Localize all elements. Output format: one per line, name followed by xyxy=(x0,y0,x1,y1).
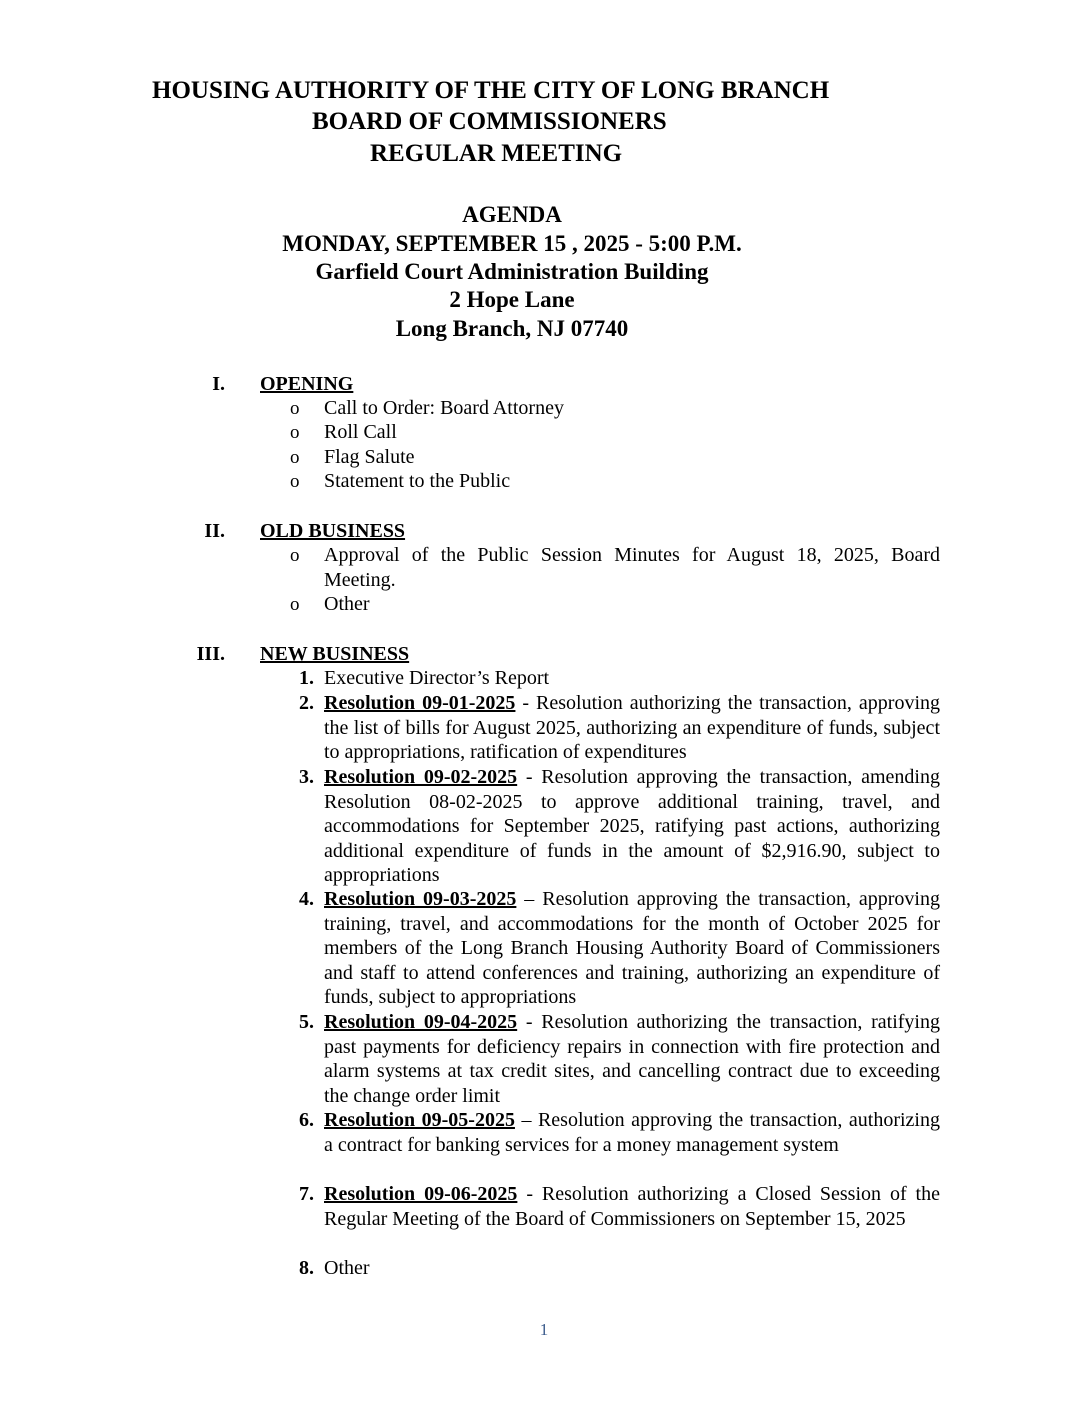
list-item: Call to Order: Board Attorney xyxy=(324,397,564,419)
list-item xyxy=(324,887,940,1010)
list-item xyxy=(324,1256,940,1281)
list-item xyxy=(324,1108,940,1157)
list-item: Other xyxy=(324,593,370,615)
bullet-icon: o xyxy=(290,471,300,492)
resolution-number: Resolution 09-02-2025 xyxy=(324,766,518,788)
meeting-building: Garfield Court Administration Building xyxy=(315,259,709,284)
list-item: Statement to the Public xyxy=(324,470,511,492)
section-numeral: II. xyxy=(204,520,225,542)
item-number: 3. xyxy=(299,766,314,788)
section-numeral: I. xyxy=(212,373,225,395)
resolution-number: Resolution 09-06-2025 xyxy=(324,1183,518,1205)
list-item xyxy=(324,1010,940,1108)
item-text: - Resolution authorizing the transaction, approving the list of bills for August 2025, authorizing an expenditure of funds, subject to appropriations, ratification of expenditures xyxy=(324,692,941,764)
item-text: - Resolution authorizing a Closed Session of the Regular Meeting of the Board of Commissioners on September 15, 2025 xyxy=(324,1183,940,1230)
item-number: 8. xyxy=(299,1257,314,1279)
authority-title: HOUSING AUTHORITY OF THE CITY OF LONG BRANCH xyxy=(152,77,830,104)
item-text: - Resolution authorizing the transaction, ratifying past payments for deficiency repairs in connection with fire protection and alarm systems at tax credit sites, and cancelling contract due to exceeding the change order limit xyxy=(324,1011,940,1107)
item-number: 5. xyxy=(299,1011,314,1033)
bullet-icon: o xyxy=(290,398,300,419)
list-item xyxy=(324,666,940,691)
item-number: 4. xyxy=(299,888,314,910)
item-text: – Resolution approving the transaction, authorizing a contract for banking services for a money management system xyxy=(324,1109,940,1156)
board-title: BOARD OF COMMISSIONERS xyxy=(312,108,667,135)
item-text: Executive Director’s Report xyxy=(324,667,550,689)
resolution-number: Resolution 09-03-2025 xyxy=(324,888,517,910)
list-item xyxy=(324,691,940,765)
meeting-city: Long Branch, NJ 07740 xyxy=(395,316,629,341)
item-text: – Resolution approving the transaction, approving training, travel, and accommodations for the month of October 2025 for members of the Long Branch Housing Authority Board of Commissioners and staff to attend conferences and training, authorizing an expenditure of funds, subject to appropriations xyxy=(324,888,940,1009)
meeting-type: REGULAR MEETING xyxy=(370,140,623,167)
resolution-number: Resolution 09-01-2025 xyxy=(324,692,516,714)
resolution-number: Resolution 09-05-2025 xyxy=(324,1109,515,1131)
bullet-icon: o xyxy=(290,447,300,468)
list-item: Approval of the Public Session Minutes for August 18, 2025, Board Meeting. xyxy=(324,544,940,591)
resolution-number: Resolution 09-04-2025 xyxy=(324,1011,518,1033)
item-number: 6. xyxy=(299,1109,314,1131)
section-title-opening: OPENING xyxy=(260,373,354,395)
item-number: 1. xyxy=(299,667,314,689)
list-item: Flag Salute xyxy=(324,446,415,468)
bullet-icon: o xyxy=(290,545,300,566)
list-item: Roll Call xyxy=(324,421,397,443)
item-text: Other xyxy=(324,1257,370,1279)
meeting-date: MONDAY, SEPTEMBER 15 , 2025 - 5:00 P.M. xyxy=(282,231,742,256)
section-title-new-business: NEW BUSINESS xyxy=(260,643,410,665)
page-number: 1 xyxy=(539,1320,549,1339)
item-text: - Resolution approving the transaction, amending Resolution 08-02-2025 to approve additional training, travel, and accommodations for September 2025, ratifying past actions, authorizing additional expenditure of funds in the amount of $2,916.90, subject to appropriations xyxy=(324,766,940,887)
item-number: 2. xyxy=(299,692,314,714)
meeting-street: 2 Hope Lane xyxy=(449,287,575,312)
item-number: 7. xyxy=(299,1183,314,1205)
section-title-old-business: OLD BUSINESS xyxy=(260,520,406,542)
section-numeral: III. xyxy=(196,643,225,665)
bullet-icon: o xyxy=(290,422,300,443)
list-item xyxy=(324,765,940,888)
list-item xyxy=(324,1182,940,1231)
agenda-title: AGENDA xyxy=(462,202,562,227)
bullet-icon: o xyxy=(290,594,300,615)
